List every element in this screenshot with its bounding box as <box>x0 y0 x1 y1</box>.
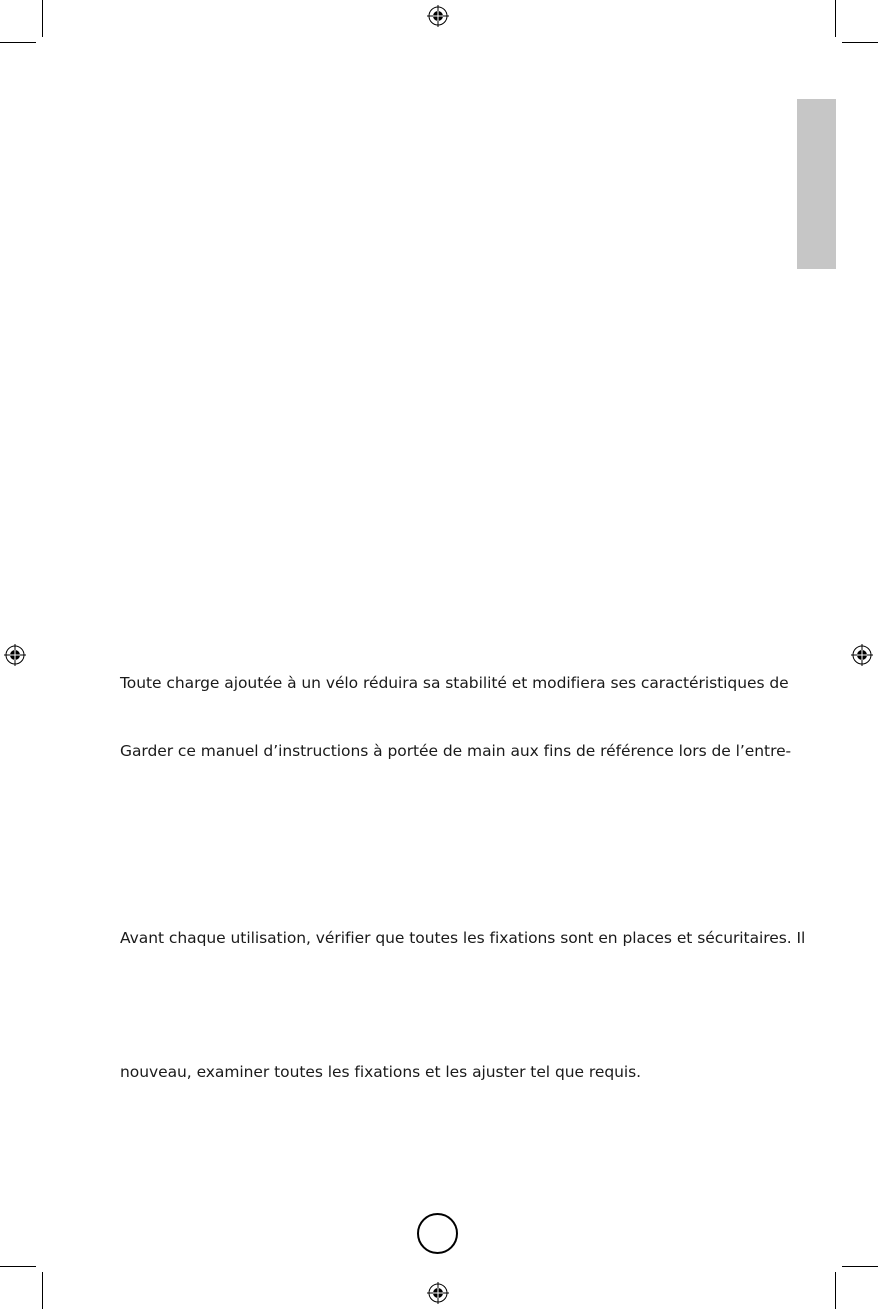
text-line-examine-fasteners: nouveau, examiner toutes les fixations et les ajuster tel que requis. <box>120 1063 642 1081</box>
crop-mark-top-left-vertical <box>42 0 43 37</box>
registration-mark-icon <box>427 1282 449 1304</box>
crop-mark-bottom-left-horizontal <box>0 1266 36 1267</box>
crop-mark-bottom-left-vertical <box>42 1272 43 1309</box>
registration-mark-icon <box>427 5 449 27</box>
crop-mark-bottom-right-vertical <box>835 1272 836 1309</box>
crop-mark-top-right-horizontal <box>842 42 878 43</box>
crop-mark-top-right-vertical <box>835 0 836 37</box>
text-line-keep-manual: Garder ce manuel d’instructions à portée de main aux fins de référence lors de l’entre- <box>120 742 792 760</box>
page-number-circle <box>417 1213 458 1254</box>
crop-mark-bottom-right-horizontal <box>842 1266 878 1267</box>
language-tab <box>797 99 836 269</box>
registration-mark-icon <box>4 644 26 666</box>
registration-mark-icon <box>851 644 873 666</box>
text-line-check-fasteners: Avant chaque utilisation, vérifier que toutes les fixations sont en places et sécuritaires. Il <box>120 929 806 947</box>
crop-mark-top-left-horizontal <box>0 42 36 43</box>
text-line-load-warning: Toute charge ajoutée à un vélo réduira sa stabilité et modifiera ses caractéristiques de <box>120 674 789 692</box>
